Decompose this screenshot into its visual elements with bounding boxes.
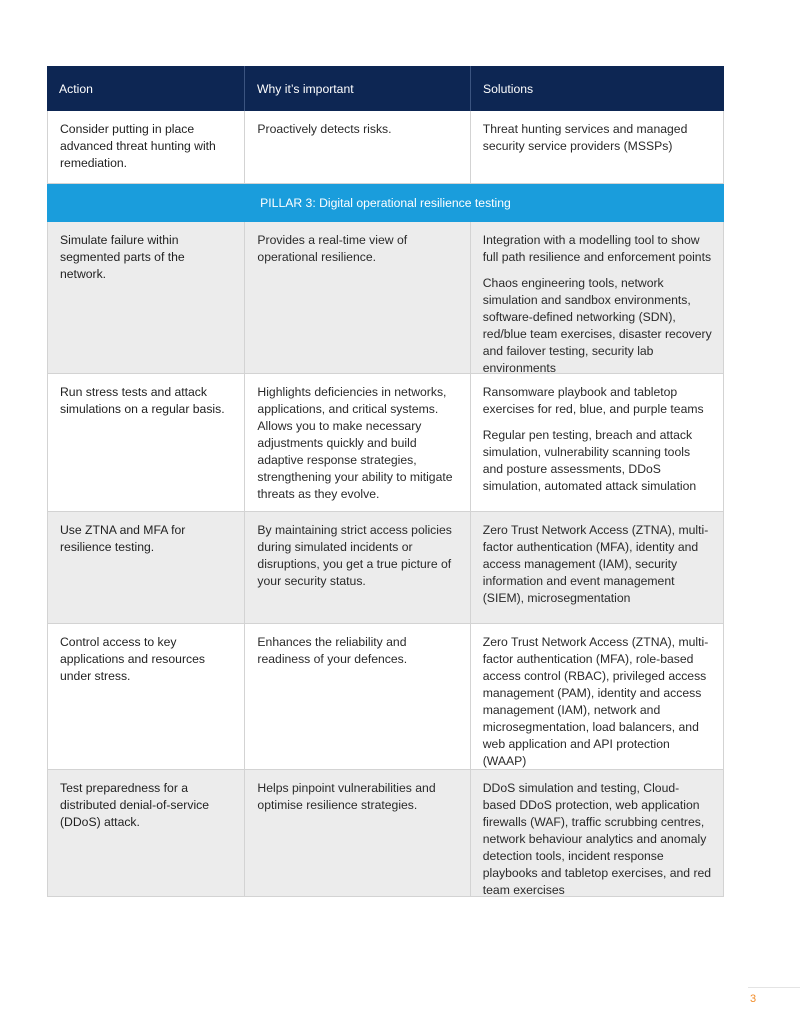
why-cell bbox=[245, 624, 470, 769]
action-cell bbox=[48, 111, 245, 183]
why-text: Proactively detects risks. bbox=[257, 122, 392, 136]
table-row bbox=[47, 770, 724, 897]
action-text: Use ZTNA and MFA for resilience testing. bbox=[60, 523, 186, 554]
resilience-table bbox=[47, 66, 724, 897]
table-row bbox=[47, 111, 724, 184]
solutions-cell bbox=[471, 222, 723, 373]
action-cell bbox=[48, 512, 245, 623]
why-cell bbox=[245, 770, 470, 896]
solution-text: Ransomware playbook and tabletop exercises for red, blue, and purple teams bbox=[482, 385, 704, 416]
why-text: Provides a real-time view of operational resilience. bbox=[257, 233, 408, 264]
table-header bbox=[47, 66, 724, 111]
page-rule bbox=[748, 987, 800, 988]
header-solutions: Solutions bbox=[483, 82, 534, 96]
action-cell bbox=[48, 770, 245, 896]
why-cell bbox=[245, 374, 470, 511]
action-text: Consider putting in place advanced threat hunting with remediation. bbox=[60, 122, 216, 170]
solutions-cell bbox=[471, 512, 723, 623]
header-why-important: Why it’s important bbox=[245, 66, 471, 111]
solutions-cell bbox=[471, 770, 723, 896]
solution-text: Threat hunting services and managed security service providers (MSSPs) bbox=[482, 122, 688, 153]
why-cell bbox=[245, 222, 470, 373]
solution-text: Chaos engineering tools, network simulation and sandbox environments, software-defined networking (SDN), red/blue team exercises, disaster recovery and failover testing, security lab environments bbox=[482, 276, 712, 375]
solution-text: Zero Trust Network Access (ZTNA), multi-factor authentication (MFA), identity and access management (IAM), security information and event management (SIEM), microsegmentation bbox=[482, 523, 709, 605]
solution-text: Regular pen testing, breach and attack simulation, vulnerability scanning tools and posture assessments, DDoS simulation, automated attack simulation bbox=[482, 428, 697, 493]
page-number: 3 bbox=[750, 993, 757, 1005]
action-cell bbox=[48, 624, 245, 769]
table-row bbox=[47, 624, 724, 770]
why-text: Highlights deficiencies in networks, applications, and critical systems. Allows you to make necessary adjustments quickly and build adaptive response strategies, strengthening your ability to mitigate threats as they evolve. bbox=[257, 385, 453, 501]
action-text: Simulate failure within segmented parts of the network. bbox=[60, 233, 185, 281]
why-text: Helps pinpoint vulnerabilities and optimise resilience strategies. bbox=[257, 781, 436, 812]
header-action: Action bbox=[47, 66, 245, 111]
why-cell bbox=[245, 512, 470, 623]
table-row bbox=[47, 512, 724, 624]
table-row bbox=[47, 374, 724, 512]
action-text: Test preparedness for a distributed denial-of-service (DDoS) attack. bbox=[60, 781, 210, 829]
why-text: By maintaining strict access policies during simulated incidents or disruptions, you get a true picture of your security status. bbox=[257, 523, 452, 588]
pillar-banner: PILLAR 3: Digital operational resilience testing bbox=[47, 184, 724, 222]
solutions-cell bbox=[471, 624, 723, 769]
solution-text: DDoS simulation and testing, Cloud-based DDoS protection, web application firewalls (WAF), traffic scrubbing centres, network behaviour analytics and anomaly detection tools, incident response playbooks and tabletop exercises, and red team exercises bbox=[482, 781, 712, 897]
solution-text: Zero Trust Network Access (ZTNA), multi-factor authentication (MFA), role-based access control (RBAC), privileged access management (PAM), identity and access management (IAM), network and microsegmentation, load balancers, and web application and API protection (WAAP) bbox=[482, 635, 709, 768]
action-cell bbox=[48, 222, 245, 373]
action-text: Control access to key applications and resources under stress. bbox=[60, 635, 205, 683]
solutions-cell bbox=[471, 374, 723, 511]
why-text: Enhances the reliability and readiness of your defences. bbox=[257, 635, 408, 666]
why-cell bbox=[245, 111, 470, 183]
solution-text: Integration with a modelling tool to show full path resilience and enforcement points bbox=[482, 233, 712, 264]
solutions-cell bbox=[471, 111, 723, 183]
table-row bbox=[47, 222, 724, 374]
action-text: Run stress tests and attack simulations on a regular basis. bbox=[60, 385, 225, 416]
action-cell bbox=[48, 374, 245, 511]
